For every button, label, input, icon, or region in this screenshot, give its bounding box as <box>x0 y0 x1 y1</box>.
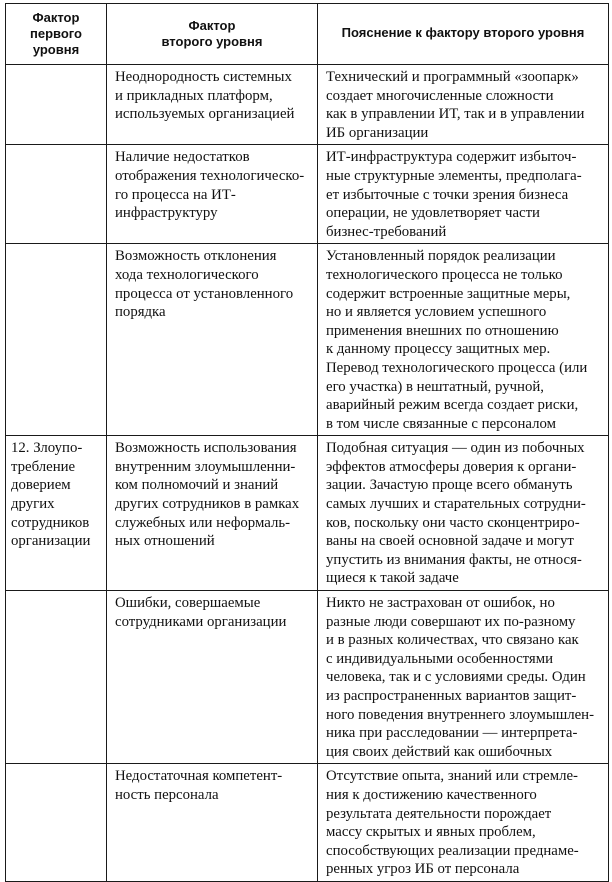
header-line: уровня <box>32 42 80 57</box>
cell-line: аварийный режим всегда создает риски, <box>326 397 579 414</box>
cell-line: ция своих действий как ошибочных <box>326 743 553 760</box>
cell-line: Установленный порядок реализации <box>326 248 556 265</box>
header-factor-second-level <box>107 4 318 65</box>
cell-line: как в управлении ИТ, так и в управлении <box>326 106 585 123</box>
explanation-cell <box>318 436 609 591</box>
cell-line: технологического процесса не только <box>326 266 563 283</box>
cell-line: требление <box>11 458 76 475</box>
cell-line: применения внешних по отношению <box>326 322 559 339</box>
cell-line: Ошибки, совершаемые <box>115 595 261 612</box>
cell-line: используемых организацией <box>115 106 295 123</box>
factor1-cell <box>6 436 107 591</box>
cell-line: разные люди совершают их по-разному <box>326 613 576 630</box>
cell-line: к данному процессу защитных мер. <box>326 341 551 358</box>
factor1-cell <box>6 244 107 436</box>
cell-line: порядка <box>115 304 166 321</box>
cell-line: ность персонала <box>115 786 219 803</box>
cell-line: сотрудников <box>11 514 90 531</box>
factor2-cell <box>107 145 318 244</box>
header-line: первого <box>30 26 82 41</box>
cell-line: Наличие недостатков <box>115 149 250 166</box>
factors-table <box>5 3 609 882</box>
cell-line: инфраструктуру <box>115 205 218 222</box>
cell-line: отображения технологическо- <box>115 167 305 184</box>
explanation-cell <box>318 764 609 882</box>
cell-line: хода технологического <box>115 266 259 283</box>
factor2-cell <box>107 436 318 591</box>
explanation-cell <box>318 591 609 764</box>
factor1-cell <box>6 65 107 145</box>
cell-line: служебных или неформаль- <box>115 514 291 531</box>
table-row <box>6 436 609 591</box>
table-row <box>6 764 609 882</box>
header-row <box>6 4 609 65</box>
cell-line: массу скрытых и явных проблем, <box>326 824 536 841</box>
factor1-cell <box>6 591 107 764</box>
header-factor-first-level <box>6 4 107 65</box>
cell-line: ных отношений <box>115 533 215 550</box>
factor2-cell <box>107 591 318 764</box>
cell-line: ИТ-инфраструктура содержит избыточ- <box>326 149 577 166</box>
explanation-cell <box>318 65 609 145</box>
factor1-cell <box>6 145 107 244</box>
cell-line: Возможность отклонения <box>115 248 277 265</box>
factor2-cell <box>107 65 318 145</box>
cell-line: ваны на своей основной задаче и могут <box>326 533 574 550</box>
explanation-cell <box>318 244 609 436</box>
cell-line: способствующих реализации преднаме- <box>326 842 579 859</box>
cell-line: внутренним злоумышленни- <box>115 458 296 475</box>
cell-line: содержит встроенные защитные меры, <box>326 285 571 302</box>
cell-line: бизнес-требований <box>326 223 447 240</box>
factor2-cell <box>107 764 318 882</box>
cell-line: доверием <box>11 477 71 494</box>
cell-line: Неоднородность системных <box>115 69 292 85</box>
cell-line: его участка) в нештатный, ручной, <box>326 378 544 395</box>
table-row <box>6 591 609 764</box>
cell-line: 12. Злоупо- <box>11 440 83 457</box>
table-row <box>6 244 609 436</box>
cell-line: сотрудниками организации <box>115 613 287 630</box>
cell-line: упустить из внимания факты, не относя- <box>326 551 582 568</box>
cell-line: ков, поскольку они часто сконцентриро- <box>326 514 580 531</box>
cell-line: человека, так и с условиями среды. Один <box>326 669 586 686</box>
cell-line: Возможность использования <box>115 440 297 457</box>
cell-line: организации <box>11 533 91 550</box>
cell-line: Подобная ситуация — один из побочных <box>326 440 585 457</box>
cell-line: других сотрудников в рамках <box>115 496 300 513</box>
cell-line: и в разных количествах, что связано как <box>326 632 579 649</box>
cell-line: ные структурные элементы, предполага- <box>326 167 582 184</box>
header-line: Фактор <box>188 18 236 33</box>
cell-line: ного поведения внутреннего злоумышлен- <box>326 706 595 723</box>
header-line: Пояснение к фактору второго уровня <box>341 25 585 40</box>
cell-line: ком полномочий и знаний <box>115 477 279 494</box>
cell-line: Технический и программный «зоопарк» <box>326 69 579 85</box>
cell-line: процесса от установленного <box>115 285 294 302</box>
cell-line: эффектов атмосферы доверия к органи- <box>326 458 577 475</box>
cell-line: ИБ организации <box>326 124 429 141</box>
table-row <box>6 65 609 145</box>
cell-line: ния к достижению качественного <box>326 786 537 803</box>
cell-line: го процесса на ИТ- <box>115 186 236 203</box>
factor2-cell <box>107 244 318 436</box>
cell-line: других <box>11 496 55 513</box>
cell-line: Недостаточная компетент- <box>115 768 283 785</box>
cell-line: и прикладных платформ, <box>115 87 273 104</box>
explanation-cell <box>318 145 609 244</box>
cell-line: ника при расследовании — интерпрета- <box>326 725 578 742</box>
cell-line: Никто не застрахован от ошибок, но <box>326 595 555 612</box>
cell-line: щиеся к такой задаче <box>326 570 459 587</box>
header-explanation <box>318 4 609 65</box>
cell-line: операции, не удовлетворяет части <box>326 205 540 222</box>
cell-line: ренных угроз ИБ от персонала <box>326 861 520 878</box>
cell-line: в том числе связанные с персоналом <box>326 415 556 432</box>
cell-line: ет избыточные с точки зрения бизнеса <box>326 186 569 203</box>
cell-line: с индивидуальными особенностями <box>326 650 554 667</box>
cell-line: но и является условием успешного <box>326 304 547 321</box>
header-line: второго уровня <box>161 34 263 49</box>
header-line: Фактор <box>32 10 80 25</box>
cell-line: самых лучших и старательных сотрудни- <box>326 496 586 513</box>
factor1-cell <box>6 764 107 882</box>
table-row <box>6 145 609 244</box>
cell-line: из распространенных вариантов защит- <box>326 688 577 704</box>
cell-line: Отсутствие опыта, знаний или стремле- <box>326 768 578 785</box>
cell-line: результата деятельности порождает <box>326 805 552 822</box>
cell-line: зации. Зачастую проще всего обмануть <box>326 477 573 494</box>
cell-line: создает многочисленные сложности <box>326 87 554 104</box>
cell-line: Перевод технологического процесса (или <box>326 359 588 376</box>
